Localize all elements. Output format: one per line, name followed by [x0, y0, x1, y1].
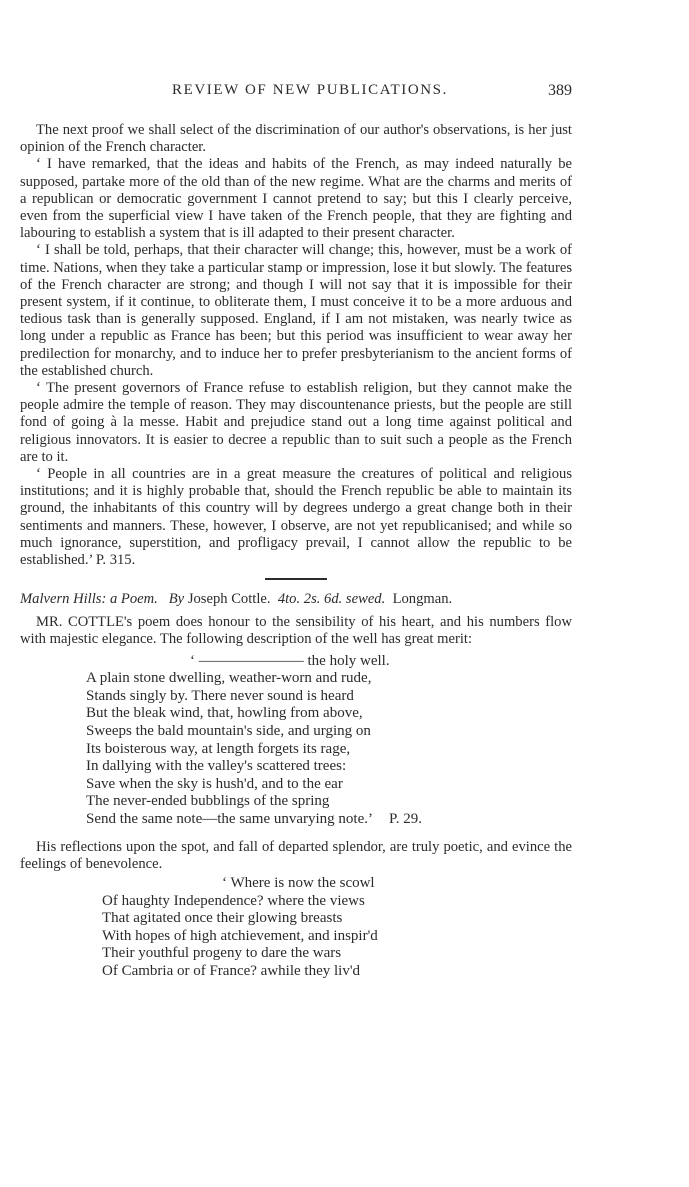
- section-divider: [265, 578, 327, 580]
- quote-paragraph-3: ‘ The present governors of France refuse to establish religion, but they cannot make the people admire the temple of reason. They may discountenance priests, but the people are still fond of going à la messe. Habit and prejudice stand out a long time against political and religious innovators. It is easier to decree a republic than to suit such a people as the French are to it.: [20, 380, 572, 465]
- poem-excerpt-2: [20, 875, 572, 981]
- review-reflection: His reflections upon the spot, and fall of departed splendor, are truly poetic, and evince the feelings of benevolence.: [20, 838, 572, 872]
- poem-line: Its boisterous way, at length forgets its rage,: [86, 740, 351, 757]
- poem-line-last: [86, 811, 572, 829]
- poem-line: The never-ended bubblings of the spring: [86, 793, 330, 810]
- review-intro: MR. COTTLE's poem does honour to the sensibility of his heart, and his numbers flow with majestic elegance. The following description of the well has great merit:: [20, 614, 572, 648]
- poem-line: Stands singly by. There never sound is heard: [86, 687, 354, 704]
- poem-line: Of haughty Independence? where the views: [102, 892, 365, 909]
- poem-line: ‘ ——————— the holy well.: [190, 652, 390, 669]
- poem-line: That agitated once their glowing breasts: [102, 910, 343, 927]
- poem-excerpt-1: [20, 653, 572, 829]
- main-text-column: [20, 122, 572, 981]
- poem-line: In dallying with the valley's scattered trees:: [86, 758, 347, 775]
- poem-line: But the bleak wind, that, howling from above,: [86, 705, 363, 722]
- poem-line: With hopes of high atchievement, and inspir'd: [102, 927, 378, 944]
- quote-paragraph-1: ‘ I have remarked, that the ideas and habits of the French, as may indeed naturally be supposed, partake more of the old than of the new regime. What are the charms and merits of a republican or democratic government I cannot pretend to say; but this I clearly perceive, even from the superficial view I have taken of the French people, that they are fighting and labouring to establish a system that is ill adapted to their present character.: [20, 156, 572, 242]
- poem-line: Save when the sky is hush'd, and to the ear: [86, 775, 343, 792]
- book-author: Joseph Cottle.: [187, 591, 271, 608]
- by-word: By: [168, 591, 185, 608]
- page-reference: P. 29.: [389, 811, 422, 828]
- book-details: 4to. 2s. 6d. sewed.: [277, 591, 386, 608]
- poem-line: Of Cambria or of France? awhile they liv'd: [102, 963, 361, 979]
- page-number: 389: [548, 82, 572, 99]
- poem-line-text: Send the same note—the same unvarying note.’: [86, 811, 374, 828]
- running-header: REVIEW OF NEW PUBLICATIONS.: [172, 82, 448, 98]
- review-title-line: [20, 590, 572, 608]
- quote-paragraph-4: ‘ People in all countries are in a great measure the creatures of political and religious institutions; and it is highly probable that, should the French republic be able to maintain its ground, the inhabitants of this country will by degrees undergo a great change both in their sentiments and manners. These, however, I observe, are not yet republicanised; and while so much ignorance, superstition, and profligacy prevail, I cannot allow the republic to be established.’ P. 315.: [20, 466, 572, 569]
- book-title: Malvern Hills: a Poem.: [20, 591, 158, 608]
- poem-line: ‘ Where is now the scowl: [222, 875, 375, 892]
- poem-line: Their youthful progeny to dare the wars: [102, 945, 342, 962]
- quote-paragraph-2: ‘ I shall be told, perhaps, that their character will change; this, however, must be a work of time. Nations, when they take a particular stamp or impression, lose it but slowly. The features of the French character are strong; and though I will not say that it is impossible for their present system, if it continue, to obliterate them, I must conceive it to be a more arduous and tedious task than is generally supposed. England, if I am not mistaken, was nearly twice as long under a republic as France has been; but this period was insufficient to wear away her predilection for monarchy, and to induce her to prefer presbyterianism to the ancient forms of the established church.: [20, 242, 572, 379]
- poem-line: A plain stone dwelling, weather-worn and rude,: [86, 670, 372, 687]
- book-publisher: Longman.: [392, 591, 453, 608]
- paragraph-intro: The next proof we shall select of the discrimination of our author's observations, is her just opinion of the French character.: [20, 122, 572, 156]
- poem-line: Sweeps the bald mountain's side, and urging on: [86, 723, 371, 740]
